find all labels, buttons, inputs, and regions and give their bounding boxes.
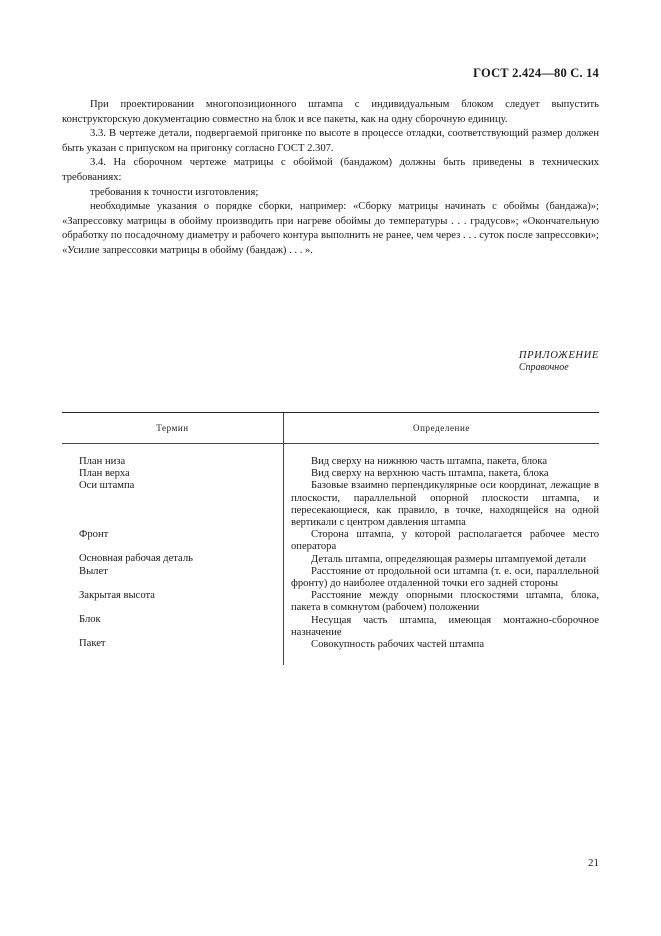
table-column-divider — [283, 413, 284, 665]
term-cell: Оси штампа — [79, 480, 135, 491]
paragraph: необходимые указания о порядке сборки, например: «Сборку матрицы начинать с обоймы (бандажа)»; «Запрессовку матрицы в обойму производить при нагреве обоймы до температуры . . . градусов»; «Окончательную обработку по посадочному диаметру и рабочего контура выполнить не ранее, чем через . . . суток после запрессовки»; «Усилие запрессовки матрицы в обойму (бандаж) . . . ». — [62, 201, 599, 256]
term-cell: Основная рабочая деталь — [79, 553, 193, 564]
definition-cell: Сторона штампа, у которой располагается рабочее место оператора — [291, 529, 599, 553]
definition-cell: Расстояние от продольной оси штампа (т. е. оси, параллельной фронту) до наиболее отдаленной точки его задней стороны — [291, 565, 599, 590]
definition-cell: Расстояние между опорными плоскостями штампа, блока, пакета в сомкнутом (рабочем) положении — [291, 590, 599, 614]
term-cell: План верха — [79, 468, 130, 479]
definition-cell: Вид сверху на верхнюю часть штампа, пакета, блока — [311, 468, 549, 480]
definition-cell: Деталь штампа, определяющая размеры штампуемой детали — [311, 553, 587, 565]
definitions-column — [291, 456, 599, 651]
term-cell: Пакет — [79, 638, 106, 649]
body-text — [62, 98, 599, 259]
appendix-title: ПРИЛОЖЕНИЕ — [518, 350, 599, 361]
term-cell: Фронт — [79, 529, 109, 540]
definition-cell: Базовые взаимно перпендикулярные оси координат, лежащие в плоскости, параллельной опорной плоскости штампа, и пересекающиеся, как правило, в точке, находящейся на одной вертикали с центром давления штампа — [291, 480, 599, 529]
definition-cell: Вид сверху на нижнюю часть штампа, пакета, блока — [311, 456, 548, 467]
column-header-definition: Определение — [413, 423, 470, 433]
page-number: 21 — [588, 857, 599, 869]
term-cell: Вылет — [79, 566, 108, 577]
term-cell: Закрытая высота — [79, 590, 155, 601]
column-header-term: Термин — [156, 423, 189, 433]
page-header: ГОСТ 2.424—80 С. 14 — [473, 66, 599, 80]
table-top-rule — [62, 412, 599, 413]
definition-cell: Совокупность рабочих частей штампа — [311, 639, 485, 651]
definition-cell: Несущая часть штампа, имеющая монтажно-сборочное назначение — [291, 614, 599, 638]
appendix-subtitle: Справочное — [518, 362, 569, 373]
paragraph: требования к точности изготовления; — [90, 186, 259, 198]
paragraph: 3.4. На сборочном чертеже матрицы с обоймой (бандажом) должны быть приведены в технических требованиях: — [62, 157, 599, 183]
table-header-rule — [62, 443, 599, 444]
paragraph: 3.3. В чертеже детали, подвергаемой пригонке по высоте в процессе отладки, соответствующий размер должен быть указан с припуском на пригонку согласно ГОСТ 2.307. — [62, 128, 599, 154]
term-cell: Блок — [79, 614, 101, 625]
appendix-label — [519, 350, 599, 373]
term-cell: План низа — [79, 456, 126, 467]
paragraph: При проектировании многопозиционного штампа с индивидуальным блоком следует выпустить конструкторскую документацию совместно на блок и все пакеты, как на одну сборочную единицу. — [62, 99, 599, 125]
